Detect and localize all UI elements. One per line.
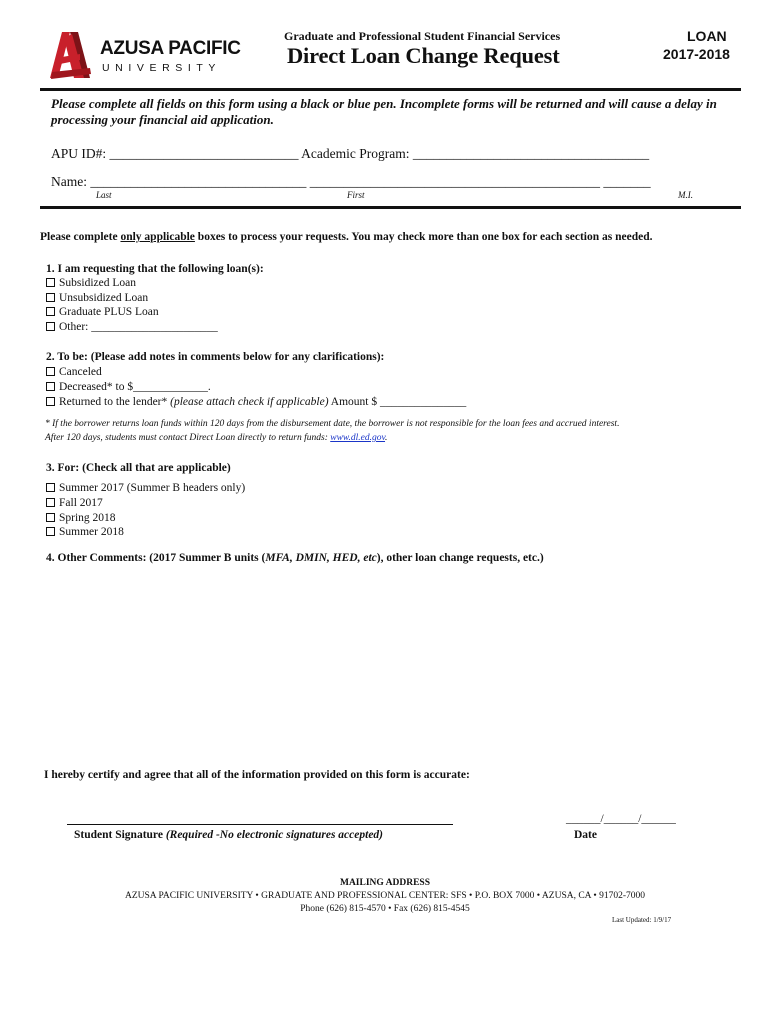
action-decreased[interactable]: Decreased* to $_____________. <box>46 381 211 393</box>
middle-initial-caption: M.I. <box>678 190 693 200</box>
loan-option-unsubsidized[interactable]: Unsubsidized Loan <box>46 292 148 304</box>
loan-option-other[interactable]: Other: ______________________ <box>46 321 218 333</box>
name-lines: ________________________________ ___________________________________________ _______ <box>90 174 651 189</box>
return-note-line-2: After 120 days, students must contact Direct Loan directly to return funds: www.dl.ed.gov. <box>45 433 388 443</box>
instructions: Please complete all fields on this form using a black or blue pen. Incomplete forms will be returned and will cause a delay in processing your financial aid application. <box>51 96 717 127</box>
signature-line[interactable] <box>67 824 453 825</box>
checkbox[interactable] <box>46 498 55 507</box>
checkbox[interactable] <box>46 367 55 376</box>
apu-id-field[interactable] <box>51 146 649 162</box>
date-field[interactable]: ______/______/______ <box>566 813 676 825</box>
certification-statement: I hereby certify and agree that all of the information provided on this form is accurate: <box>44 769 470 781</box>
logo-name: AZUSA PACIFIC <box>100 38 241 59</box>
date-label: Date <box>574 829 597 841</box>
name-label: Name: <box>51 174 87 189</box>
form-code: LOAN <box>687 28 727 44</box>
checkbox[interactable] <box>46 278 55 287</box>
mailing-address-title: MAILING ADDRESS <box>339 878 430 888</box>
comments-area[interactable] <box>46 572 736 752</box>
checkbox[interactable] <box>46 397 55 406</box>
first-name-caption: First <box>347 190 365 200</box>
action-returned[interactable]: Returned to the lender* (please attach check if applicable) Amount $ _______________ <box>46 396 466 408</box>
term-summer-2017[interactable]: Summer 2017 (Summer B headers only) <box>46 482 245 494</box>
applicable-instructions: Please complete only applicable boxes to process your requests. You may check more than one box for each section as needed. <box>40 231 653 243</box>
last-name-caption: Last <box>96 190 112 200</box>
direct-loan-link[interactable]: www.dl.ed.gov <box>330 433 386 443</box>
term-summer-2018[interactable]: Summer 2018 <box>46 526 124 538</box>
term-spring-2018[interactable]: Spring 2018 <box>46 512 116 524</box>
phone-fax-line: Phone (626) 815-4570 • Fax (626) 815-4545 <box>300 904 470 914</box>
applicable-emphasis: only applicable <box>120 231 195 243</box>
university-logo <box>50 32 250 80</box>
checkbox[interactable] <box>46 293 55 302</box>
section-2-heading: 2. To be: (Please add notes in comments below for any clarifications): <box>46 351 385 363</box>
checkbox[interactable] <box>46 382 55 391</box>
action-canceled[interactable]: Canceled <box>46 366 102 378</box>
section-4-heading: 4. Other Comments: (2017 Summer B units (MFA, DMIN, HED, etc), other loan change requests, etc.) <box>46 552 544 564</box>
term-fall-2017[interactable]: Fall 2017 <box>46 497 103 509</box>
divider-mid <box>40 206 741 209</box>
page-title: Direct Loan Change Request <box>287 43 560 68</box>
logo-subtitle: UNIVERSITY <box>102 62 222 74</box>
checkbox[interactable] <box>46 513 55 522</box>
name-field[interactable] <box>51 174 651 190</box>
signature-label: Student Signature (Required -No electronic signatures accepted) <box>74 829 383 841</box>
section-3-heading: 3. For: (Check all that are applicable) <box>46 462 231 474</box>
apu-id-label: APU ID#: ____________________________ <box>51 146 299 161</box>
apu-logo-mark-icon <box>50 32 96 80</box>
academic-program-label: Academic Program: ___________________________________ <box>301 146 650 161</box>
loan-option-grad-plus[interactable]: Graduate PLUS Loan <box>46 306 159 318</box>
return-note-line-1: * If the borrower returns loan funds within 120 days from the disbursement date, the borrower is not responsible for the loan fees and accrued interest. <box>45 419 620 429</box>
loan-option-subsidized[interactable]: Subsidized Loan <box>46 277 136 289</box>
last-updated: Last Updated: 1/9/17 <box>612 916 672 924</box>
section-1-heading: 1. I am requesting that the following loan(s): <box>46 263 264 275</box>
checkbox[interactable] <box>46 307 55 316</box>
mailing-address-line: AZUSA PACIFIC UNIVERSITY • GRADUATE AND PROFESSIONAL CENTER: SFS • P.O. BOX 7000 • AZUSA, CA • 91702-7000 <box>124 891 646 901</box>
checkbox[interactable] <box>46 322 55 331</box>
award-year: 2017-2018 <box>663 46 730 62</box>
checkbox[interactable] <box>46 483 55 492</box>
divider-top <box>40 88 741 91</box>
checkbox[interactable] <box>46 527 55 536</box>
office-name: Graduate and Professional Student Financial Services <box>284 29 561 43</box>
